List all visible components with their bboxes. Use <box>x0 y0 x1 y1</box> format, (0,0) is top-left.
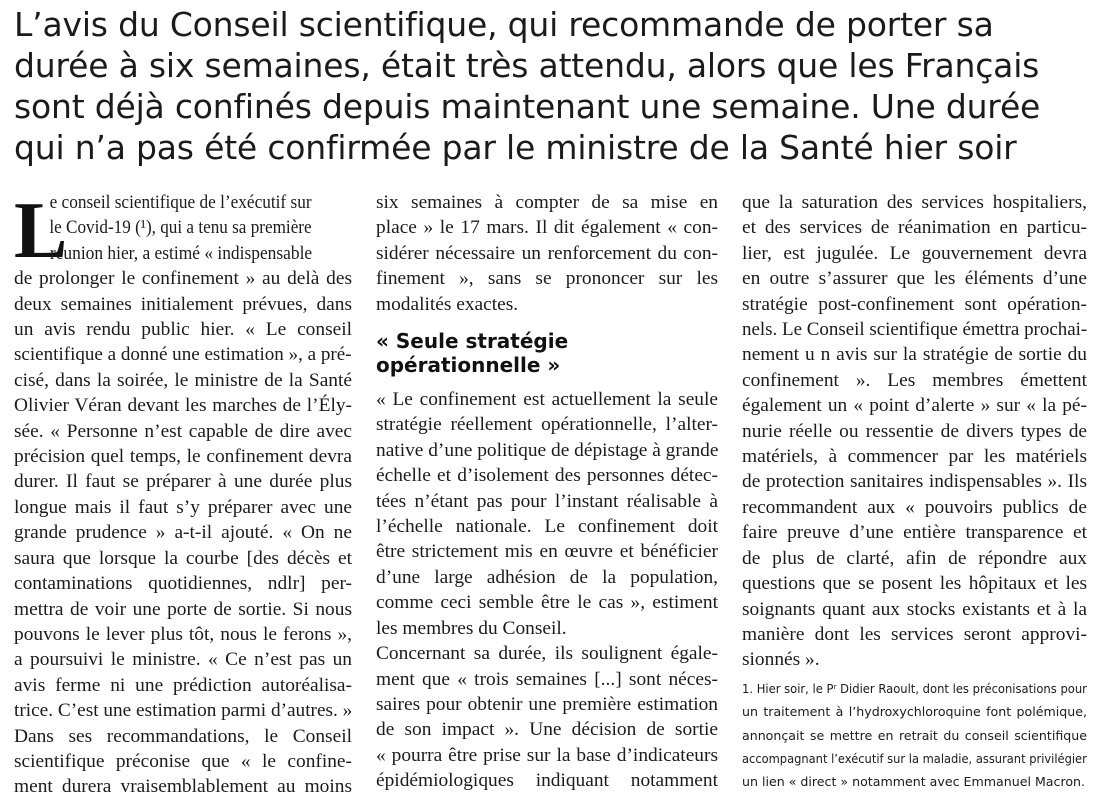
text-line: a poursuivi le ministre. « Ce n’est pas un <box>14 649 352 671</box>
text-line: nels. Le Conseil scientifique émettra prochai- <box>742 319 1088 341</box>
text-line: sée. « Personne n’est capable de dire avec <box>14 420 352 442</box>
text-line: le Covid-19 (¹), qui a tenu sa première <box>49 217 312 239</box>
text-line: de protection sanitaires indispensables ». Ils <box>742 471 1087 493</box>
text-line: place » le 17 mars. Il dit également « con- <box>376 217 718 239</box>
text-line: mettra de voir une porte de sortie. Si nous <box>14 598 352 620</box>
footnote-line: 1. Hier soir, le Pʳ Didier Raoult, dont les préconisations pour <box>742 680 1087 696</box>
text-line: durer. Il faut se préparer à une durée plus <box>14 471 352 493</box>
text-line: comme ceci semble être le cas », estiment <box>376 592 718 614</box>
text-line: avis ferme ni une prédiction autoréalisa- <box>14 674 352 696</box>
text-line: que la saturation des services hospitaliers, <box>742 192 1087 213</box>
text-line: scientifique préconise que « le confine- <box>14 750 352 772</box>
text-line: nement u n avis sur la stratégie de sortie du <box>742 344 1087 366</box>
text-line: recommandent aux « pouvoirs publics de <box>742 496 1087 518</box>
text-line: six semaines à compter de sa mise en <box>376 192 718 213</box>
text-line: trice. C’est une estimation parmi d’autres. » <box>14 700 353 722</box>
article-column-3 <box>742 190 1087 794</box>
text-line: pouvons le lever plus tôt, nous le ferons », <box>14 623 352 645</box>
text-line: native d’une politique de dépistage à grande <box>376 439 719 461</box>
text-line: en outre s’assurer que les éléments d’une <box>742 268 1087 290</box>
text-line: e conseil scientifique de l’exécutif sur <box>49 192 312 213</box>
text-line: et des services de réanimation en particu- <box>742 217 1087 239</box>
text-line: stratégie post-confinement sont opération- <box>742 293 1087 315</box>
text-line: l’échelle nationale. Le confinement doit <box>376 516 718 538</box>
text-line: échelle et d’isolement des personnes détec- <box>376 465 718 487</box>
text-line: cisé, dans la soirée, le ministre de la Santé <box>14 369 352 391</box>
text-line: de prolonger le confinement » au delà des <box>14 268 352 290</box>
text-line: questions que se posent les hôpitaux et les <box>742 573 1087 595</box>
text-line: tées n’étant pas pour l’instant réalisable à <box>376 490 718 512</box>
text-line: scientifique a donné une estimation », a pré- <box>14 344 352 366</box>
text-line: également un « point d’alerte » sur « la pé- <box>742 395 1087 417</box>
text-line: grande prudence » a-t-il ajouté. « On ne <box>14 522 352 544</box>
footnote <box>742 677 1087 794</box>
text-line: précision quel temps, le confinement devra <box>14 446 352 468</box>
text-line: matériels, à commencer par les matériels <box>742 446 1087 468</box>
headline <box>14 4 1089 168</box>
article-column-2 <box>376 190 718 794</box>
text-line: un avis rendu public hier. « Le conseil <box>14 319 352 341</box>
text-line: être strictement mis en œuvre et bénéficier <box>376 541 718 563</box>
footnote-line: un traitement à l’hydroxychloroquine font polémique, <box>742 704 1087 720</box>
text-line: modalités exactes. <box>376 293 519 315</box>
text-line: faire preuve d’une entière transparence et <box>742 522 1087 544</box>
text-line: soignants quant aux stocks existants et à la <box>742 598 1087 620</box>
subheading-line: « Seule stratégie <box>376 329 569 354</box>
text-line: « pourra être prise sur la base d’indicateurs <box>376 744 718 766</box>
section-subheading <box>376 329 718 377</box>
headline-line: L’avis du Conseil scientifique, qui recommande de porter sa <box>14 5 994 44</box>
text-line: saires pour obtenir une première estimation <box>376 693 718 715</box>
text-line: deux semaines initialement prévues, dans <box>14 293 352 315</box>
paragraph <box>742 190 1087 673</box>
text-line: Concernant sa durée, ils soulignent égale- <box>376 643 718 665</box>
article-column-1 <box>14 187 353 800</box>
text-line: lier, est jugulée. Le gouvernement devra <box>742 242 1087 264</box>
text-line: nurie réelle ou ressentie de divers types de <box>742 420 1087 442</box>
headline-line: durée à six semaines, était très attendu, alors que les Français <box>14 46 1040 85</box>
text-line: sidérer nécessaire un renforcement du con- <box>376 242 718 264</box>
text-line: manière dont les services seront approvi- <box>742 623 1087 645</box>
drop-cap: L <box>14 187 68 275</box>
text-line: longue mais il faut s’y préparer avec une <box>14 496 352 518</box>
text-line: Dans ses recommandations, le Conseil <box>14 725 352 747</box>
text-line: de plus de clarté, afin de répondre aux <box>742 547 1087 569</box>
text-line: les membres du Conseil. <box>376 617 567 639</box>
text-line: « Le confinement est actuellement la seule <box>376 389 718 411</box>
text-line: finement », sans se prononcer sur les <box>376 268 718 290</box>
headline-line: qui n’a pas été confirmée par le ministre de la Santé hier soir <box>14 128 1017 167</box>
footnote-line: annonçait se mettre en retrait du conseil scientifique <box>742 727 1087 743</box>
text-line: stratégie réellement opérationnelle, l’alter- <box>376 414 718 436</box>
subheading-line: opérationnelle » <box>376 353 561 378</box>
footnote-line: un lien « direct » notamment avec Emmanuel Macron. <box>742 774 1086 790</box>
paragraph <box>376 190 718 317</box>
text-line: sionnés ». <box>742 649 820 671</box>
text-line: ment que « trois semaines [...] sont néces- <box>376 668 718 690</box>
headline-line: sont déjà confinés depuis maintenant une semaine. Une durée <box>14 87 1041 126</box>
text-line: saura que lorsque la courbe [des décès et <box>14 547 352 569</box>
paragraph <box>376 387 718 794</box>
text-line: épidémiologiques indiquant notamment <box>376 770 718 792</box>
text-line: ment durera vraisemblablement au moins <box>14 776 352 798</box>
text-line: de son impact ». Une décision de sortie <box>376 719 718 741</box>
footnote-line: accompagnant l’exécutif sur la maladie, assurant privilégier <box>742 750 1087 766</box>
text-line: Olivier Véran devant les marches de l’Ély- <box>14 395 352 417</box>
paragraph <box>14 187 353 800</box>
text-line: d’une large adhésion de la population, <box>376 566 718 588</box>
text-line: réunion hier, a estimé « indispensable <box>49 242 313 264</box>
text-line: contaminations quotidiennes, ndlr] per- <box>14 573 352 595</box>
text-line: confinement ». Les membres émettent <box>742 369 1087 391</box>
